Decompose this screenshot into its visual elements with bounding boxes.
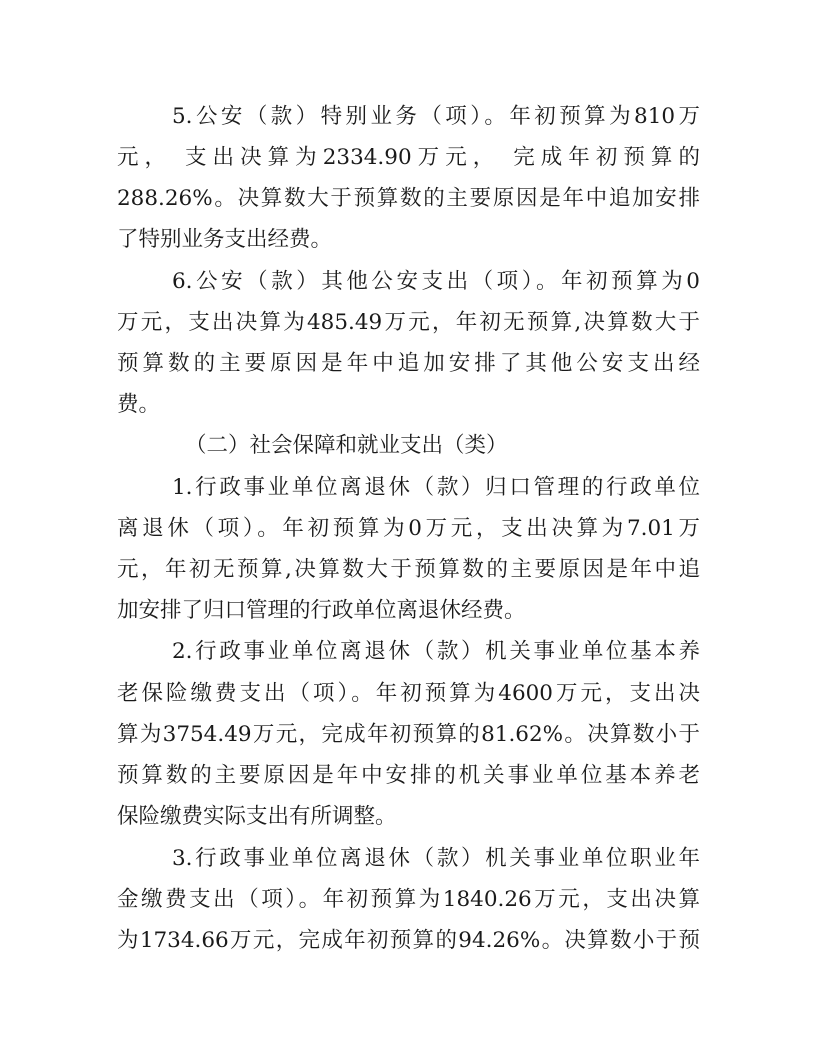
item-2-line-2: 老保险缴费支出（项）。年初预算为4600万元，支出决 — [117, 681, 700, 706]
item-1-line-3: 元，年初无预算,决算数大于预算数的主要原因是年中追 — [117, 557, 700, 582]
item-2-line-3: 算为3754.49万元，完成年初预算的81.62%。决算数小于 — [117, 722, 700, 747]
paragraph-5-line-2: 元， 支出决算为2334.90万元， 完成年初预算的 — [117, 145, 700, 170]
section-heading: （二）社会保障和就业支出（类） — [185, 433, 508, 458]
paragraph-6-line-1: 6.公安（款）其他公安支出（项）。年初预算为0 — [172, 269, 700, 294]
paragraph-6-line-4: 费。 — [117, 392, 161, 417]
paragraph-6-line-2: 万元，支出决算为485.49万元，年初无预算,决算数大于 — [117, 310, 700, 335]
item-2-line-4: 预算数的主要原因是年中安排的机关事业单位基本养老 — [117, 763, 700, 788]
item-3-line-2: 金缴费支出（项）。年初预算为1840.26万元，支出决算 — [117, 887, 700, 912]
item-3-line-1: 3.行政事业单位离退休（款）机关事业单位职业年 — [172, 846, 700, 871]
item-2-line-1: 2.行政事业单位离退休（款）机关事业单位基本养 — [172, 639, 700, 664]
item-3-line-3: 为1734.66万元，完成年初预算的94.26%。决算数小于预 — [117, 928, 700, 953]
paragraph-5-line-3: 288.26%。决算数大于预算数的主要原因是年中追加安排 — [117, 186, 700, 211]
paragraph-5-line-4: 了特别业务支出经费。 — [117, 227, 333, 252]
paragraph-6-line-3: 预算数的主要原因是年中追加安排了其他公安支出经 — [117, 351, 700, 376]
item-1-line-1: 1.行政事业单位离退休（款）归口管理的行政单位 — [172, 475, 700, 500]
item-2-line-5: 保险缴费实际支出有所调整。 — [117, 804, 397, 829]
item-1-line-4: 加安排了归口管理的行政单位离退休经费。 — [117, 598, 526, 623]
paragraph-5-line-1: 5.公安（款）特别业务（项）。年初预算为810万 — [172, 104, 700, 129]
item-1-line-2: 离退休（项）。年初预算为0万元，支出决算为7.01万 — [117, 516, 700, 541]
